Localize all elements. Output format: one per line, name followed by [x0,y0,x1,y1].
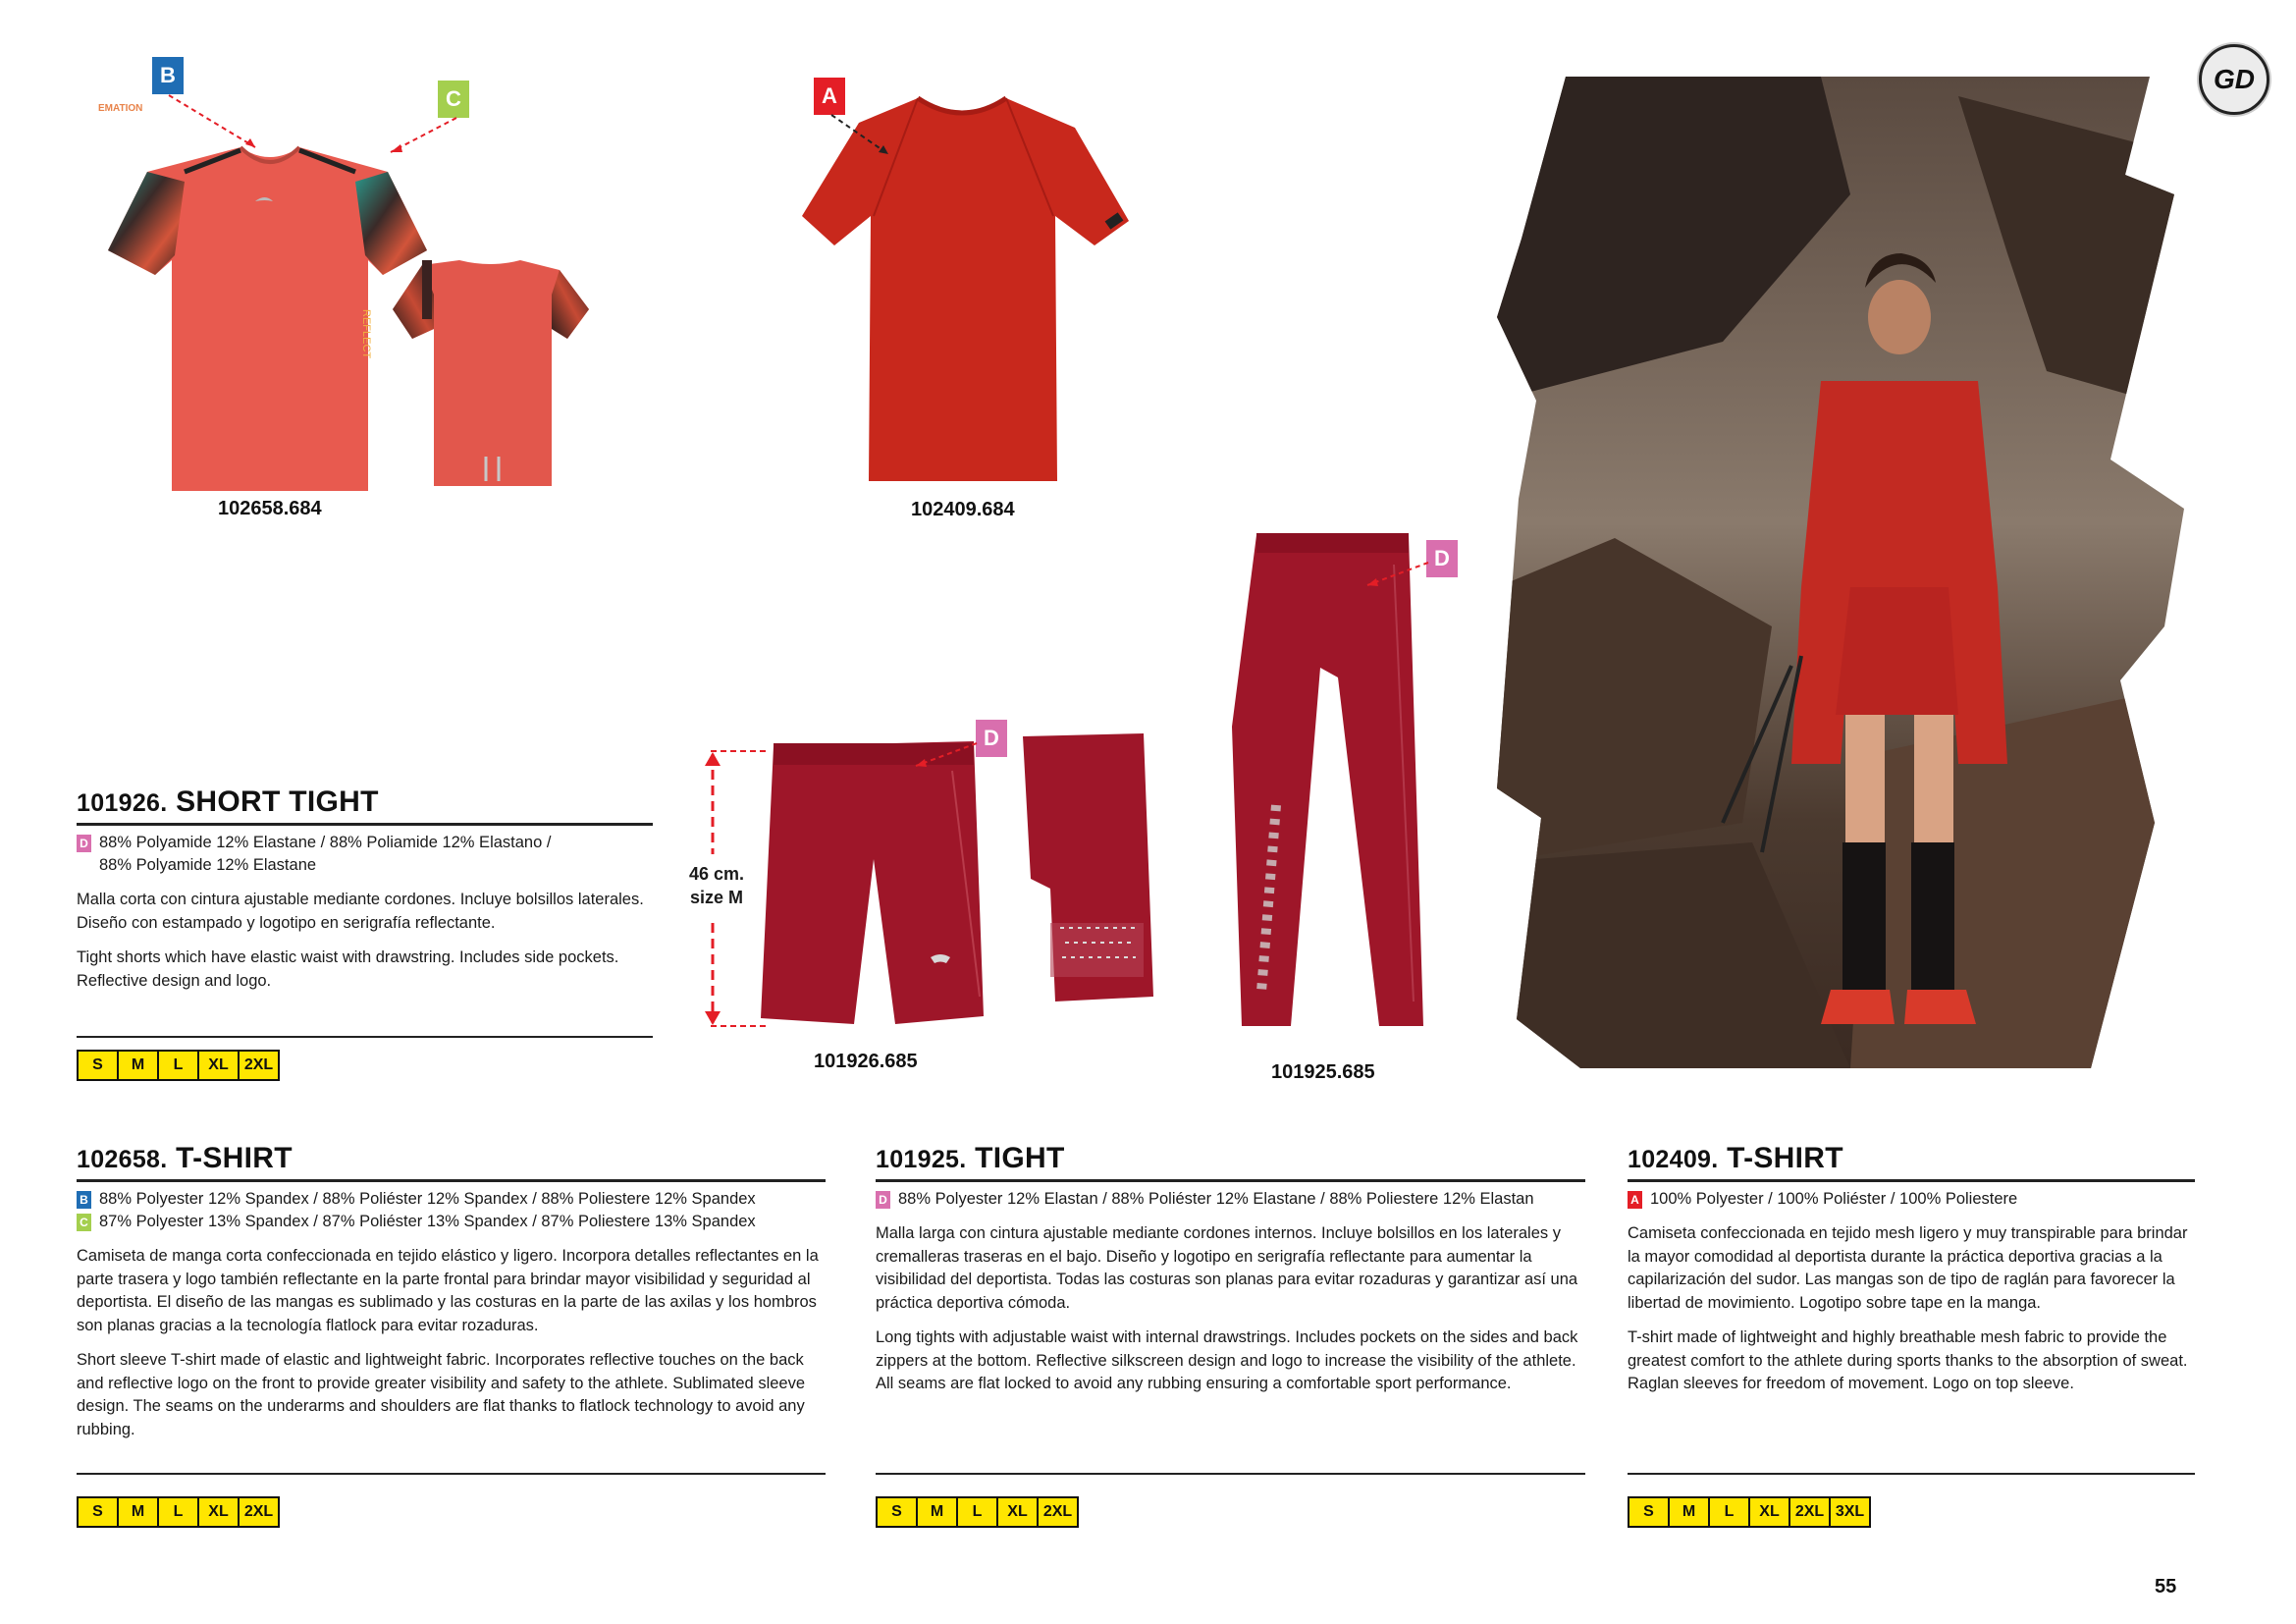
tshirt-102658-name: T-SHIRT [176,1142,293,1174]
measure-size: size M [689,888,744,907]
tshirt-back-view [393,260,589,486]
tshirt-102658-desc-es: Camiseta de manga corta confeccionada en tejido elástico y ligero. Incorpora detalles reflectantes en la parte trasera y logo también reflectante en la parte frontal para brindar mayor visibilidad y seguridad al deportista. El diseño de las mangas es sublimado y las costuras en la parte de las axilas y los hombros son planas gracias a la tecnología flatlock para evitar rozaduras. [77,1247,819,1334]
size-chip: 3XL [1831,1498,1869,1526]
callout-d-tight: D [1426,540,1458,577]
material-line [1628,1188,2195,1211]
material-tag-c: C [77,1214,91,1231]
tight-code: 101925. [876,1146,967,1173]
tshirt-102658-block [77,1142,826,1441]
short-back-view [1023,733,1153,1001]
tshirt-102409-title [1628,1142,2195,1182]
tshirt-102658-rule [77,1473,826,1475]
callout-d-short: D [976,720,1007,757]
short-tight-image [756,731,1158,1036]
material-text: 88% Polyester 12% Elastan / 88% Poliéster 12% Elastane / 88% Poliestere 12% Elastan [898,1190,1534,1208]
tight-block [876,1142,1585,1396]
tshirt-102658-title [77,1142,826,1182]
tshirt-102658-materials [77,1188,826,1233]
tight-desc-en: Long tights with adjustable waist with internal drawstrings. Includes pockets on the sides and back zippers at the bottom. Reflective silkscreen design and logo to increase the visibility of the athlete. All seams are flat locked to avoid any rubbing ensuring a comfortable sport performance. [876,1328,1578,1392]
size-chip: L [159,1052,199,1079]
tshirt-102658-code: 102658. [77,1146,168,1173]
material-tag-d: D [876,1191,890,1209]
tight-name: TIGHT [975,1142,1065,1174]
callout-a: A [814,78,845,115]
material-tag-b: B [77,1191,91,1209]
brand-logo [2199,44,2269,115]
short-tight-block [77,785,653,993]
short-tight-desc-en: Tight shorts which have elastic waist with drawstring. Includes side pockets. Reflective design and logo. [77,948,619,990]
size-chip: L [958,1498,998,1526]
size-chip: S [1629,1498,1670,1526]
shirt-print-word: EMATION [98,103,143,114]
callout-c-leader [383,113,461,162]
tight-image [1212,530,1428,1036]
page-number: 55 [2155,1576,2177,1597]
callout-a-leader [829,113,898,162]
size-chip: S [878,1498,918,1526]
size-chip: L [1710,1498,1750,1526]
short-front-view [761,741,984,1024]
size-chip: XL [1750,1498,1790,1526]
tshirt-102409-sizes [1628,1496,1871,1528]
size-chip: M [119,1052,159,1079]
tshirt-102409-name: T-SHIRT [1727,1142,1843,1174]
lifestyle-photo [1497,77,2184,1068]
material-line [77,854,653,877]
material-line [77,832,653,854]
tight-sizes [876,1496,1079,1528]
size-chip: XL [998,1498,1039,1526]
short-tight-sizes [77,1050,280,1081]
material-text: 88% Polyamide 12% Elastane / 88% Poliamide 12% Elastano / [99,834,552,851]
measure-length: 46 cm. [688,864,745,884]
material-tag-a: A [1628,1191,1642,1209]
tshirt-102409-desc-en: T-shirt made of lightweight and highly breathable mesh fabric to provide the greatest comfort to the athlete during sports thanks to the absorption of sweat. Raglan sleeves for freedom of movement. Logo on top sleeve. [1628,1328,2188,1392]
size-chip: L [159,1498,199,1526]
size-chip: 2XL [1039,1498,1077,1526]
size-chip: M [119,1498,159,1526]
size-chip: 2XL [240,1498,278,1526]
size-chip: XL [199,1498,240,1526]
tshirt-102658-code-caption: 102658.684 [218,498,322,519]
short-tight-name: SHORT TIGHT [176,785,379,818]
callout-b-leader [167,93,275,162]
material-tag-d: D [77,835,91,852]
callout-d-short-leader [908,738,982,773]
tight-code-caption: 101925.685 [1271,1061,1375,1083]
svg-text:REFLECT: REFLECT [360,309,372,359]
size-chip: S [79,1498,119,1526]
size-chip: M [918,1498,958,1526]
short-tight-rule [77,1036,653,1038]
size-chip: 2XL [1790,1498,1831,1526]
callout-c: C [438,81,469,118]
callout-d-tight-leader [1360,558,1433,592]
tshirt-102409-code-caption: 102409.684 [911,499,1015,520]
callout-b: B [152,57,184,94]
tshirt-102658-desc-en: Short sleeve T-shirt made of elastic and lightweight fabric. Incorporates reflective touches on the back and reflective logo on the front to provide greater visibility and safety to the athlete. Sublimated sleeve design. The seams on the underarms and shoulders are flat thanks to flatlock technology to avoid any rubbing. [77,1351,806,1438]
tight-desc-es: Malla larga con cintura ajustable mediante cordones internos. Incluye bolsillos en los laterales y cremalleras traseras en el bajo. Diseño y logotipo en serigrafía reflectante para aumentar la visibilidad del deportista. Todas las costuras son planas para evitar rozaduras y garantizar así una práctica deportiva cómoda. [876,1224,1578,1312]
short-tight-title [77,785,653,826]
material-line [77,1211,826,1233]
short-tight-code: 101926. [77,789,168,817]
tshirt-102409-desc-es: Camiseta confeccionada en tejido mesh ligero y muy transpirable para brindar la mayor comodidad al deportista durante la práctica deportiva gracias a la capilarización del sudor. Las mangas son de tipo de raglán para favorecer la libertad de movimiento. Logotipo sobre tape en la manga. [1628,1224,2188,1312]
tight-title [876,1142,1585,1182]
material-line [77,1188,826,1211]
material-text: 100% Polyester / 100% Poliéster / 100% Poliestere [1650,1190,2018,1208]
size-chip: M [1670,1498,1710,1526]
measure-label [682,862,751,909]
brand-logo-text: GD [2214,64,2255,94]
short-tight-desc-es: Malla corta con cintura ajustable mediante cordones. Incluye bolsillos laterales. Diseño con estampado y logotipo en serigrafía reflectante. [77,891,644,932]
material-text: 88% Polyamide 12% Elastane [99,856,317,874]
tshirt-102409-block [1628,1142,2195,1396]
short-tight-code-caption: 101926.685 [814,1051,918,1072]
size-chip: 2XL [240,1052,278,1079]
tshirt-102658-sizes [77,1496,280,1528]
material-text: 88% Polyester 12% Spandex / 88% Poliéster 12% Spandex / 88% Poliestere 12% Spandex [99,1190,756,1208]
material-text: 87% Polyester 13% Spandex / 87% Poliéster 13% Spandex / 87% Poliestere 13% Spandex [99,1213,756,1230]
size-chip: S [79,1052,119,1079]
material-line [876,1188,1585,1211]
short-tight-materials [77,832,653,877]
size-chip: XL [199,1052,240,1079]
tshirt-102409-code: 102409. [1628,1146,1719,1173]
tight-materials [876,1188,1585,1211]
tight-rule [876,1473,1585,1475]
tshirt-102409-rule [1628,1473,2195,1475]
tshirt-102409-materials [1628,1188,2195,1211]
